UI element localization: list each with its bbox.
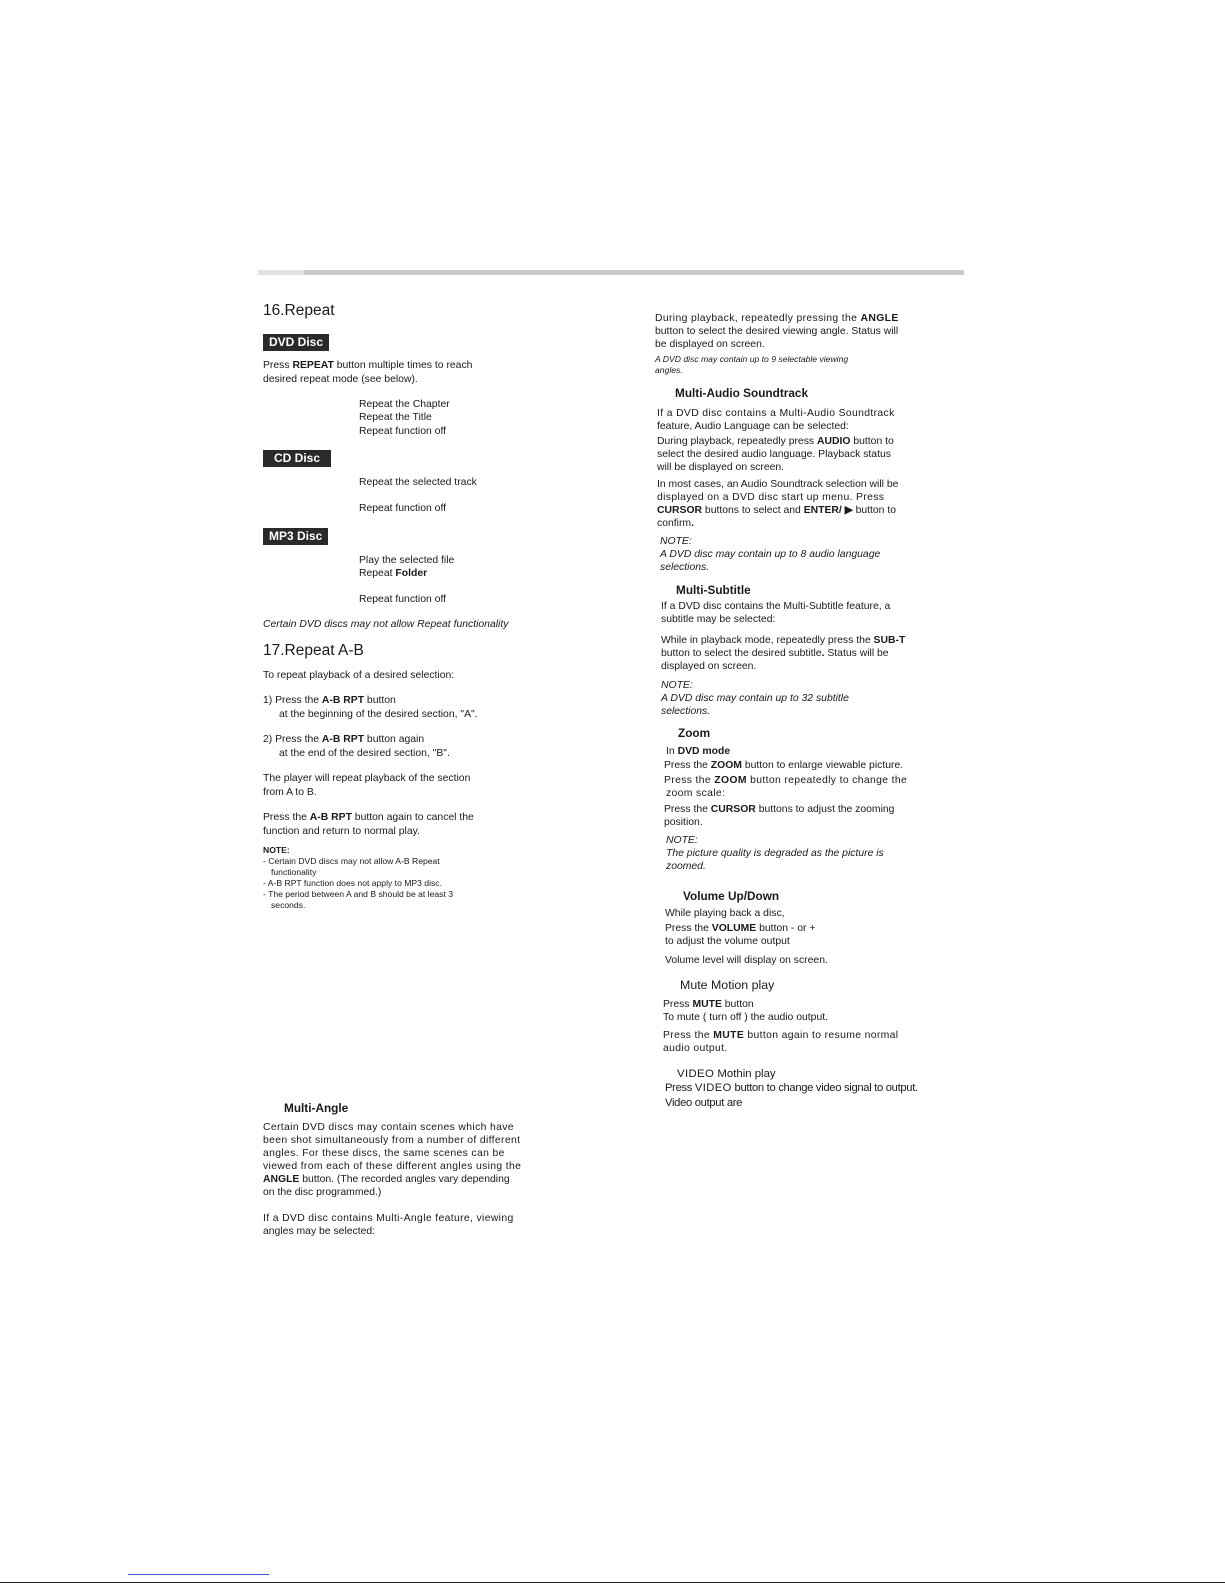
ab-cancel-line1: Press the A-B RPT button again to cancel the — [263, 812, 474, 823]
ab-note-1b: functionality — [271, 867, 317, 877]
multi-angle-p2-line1: If a DVD disc contains Multi-Angle feature, viewing — [263, 1213, 514, 1224]
cd-mode-off: Repeat function off — [359, 503, 447, 514]
subtitle-note-title: NOTE: — [661, 680, 693, 691]
dvd-mode-off: Repeat function off — [359, 426, 447, 437]
mp3-disc-badge: MP3 Disc — [263, 528, 328, 545]
subtitle-p1-line2: subtitle may be selected: — [661, 614, 776, 625]
dvd-disc-badge: DVD Disc — [263, 334, 329, 351]
multi-angle-p2-line2: angles may be selected: — [263, 1226, 376, 1237]
zoom-line4: Press the CURSOR buttons to adjust the zooming — [664, 804, 895, 815]
angle-cont-line3: be displayed on screen. — [655, 339, 765, 350]
ab-cancel-line2: function and return to normal play. — [263, 826, 420, 837]
cd-disc-badge: CD Disc — [263, 450, 331, 467]
ab-note-title: NOTE: — [263, 845, 290, 855]
subtitle-p2-line1: While in playback mode, repeatedly press the SUB-T — [661, 635, 906, 646]
audio-note-line1: A DVD disc may contain up to 8 audio language — [660, 549, 881, 560]
zoom-line2: Press the ZOOM button repeatedly to change the — [664, 775, 908, 786]
zoom-line1: Press the ZOOM button to enlarge viewable picture. — [664, 760, 904, 771]
subtitle-note-line1: A DVD disc may contain up to 32 subtitle — [661, 693, 849, 704]
ab-note-3: - The period between A and B should be at least 3 — [263, 889, 453, 899]
audio-p3-line1: In most cases, an Audio Soundtrack selection will be — [657, 479, 899, 490]
audio-p3-line3: CURSOR buttons to select and ENTER/ ▶ button to — [657, 505, 897, 516]
mute-line2: To mute ( turn off ) the audio output. — [663, 1012, 829, 1023]
multi-angle-p1-line6: on the disc programmed.) — [263, 1187, 382, 1198]
header-rule-accent — [258, 270, 304, 275]
subtitle-p2-line2: button to select the desired subtitle. Status will be — [661, 648, 889, 659]
angle-cont-line1: During playback, repeatedly pressing the ANGLE — [655, 313, 899, 324]
mute-line3: Press the MUTE button again to resume normal — [663, 1030, 899, 1041]
mp3-mode-off: Repeat function off — [359, 594, 447, 605]
ab-intro: To repeat playback of a desired selection: — [263, 670, 455, 681]
audio-p2-line3: will be displayed on screen. — [657, 462, 785, 473]
section-title-repeat: 16.Repeat — [263, 302, 335, 319]
volume-line2: Press the VOLUME button - or + — [665, 923, 816, 934]
section-title-volume: Volume Up/Down — [683, 889, 780, 903]
ab-result-line1: The player will repeat playback of the section — [263, 773, 471, 784]
audio-p2-line1: During playback, repeatedly press AUDIO button to — [657, 436, 894, 447]
zoom-note-line1: The picture quality is degraded as the picture is — [666, 848, 884, 859]
volume-line1: While playing back a disc, — [665, 908, 785, 919]
ab-note-3b: seconds. — [271, 900, 306, 910]
section-title-multi-subtitle: Multi-Subtitle — [676, 583, 751, 597]
angle-note-line2: angles. — [655, 365, 683, 375]
cd-mode-track: Repeat the selected track — [359, 477, 477, 488]
audio-p3-line4: confirm. — [657, 518, 694, 529]
multi-angle-p1-line2: been shot simultaneously from a number of different — [263, 1135, 521, 1146]
section-title-repeat-ab: 17.Repeat A-B — [263, 642, 364, 659]
section-title-multi-audio: Multi-Audio Soundtrack — [675, 386, 809, 400]
multi-angle-p1-line4: viewed from each of these different angles using the — [263, 1161, 522, 1172]
mp3-mode-folder: Repeat Folder — [359, 568, 428, 579]
footer-rule — [0, 1582, 1225, 1583]
angle-cont-line2: button to select the desired viewing angle. Status will — [655, 326, 899, 337]
multi-angle-p1-line3: angles. For these discs, the same scenes can be — [263, 1148, 505, 1159]
zoom-line3: zoom scale: — [666, 788, 726, 799]
audio-note-title: NOTE: — [660, 536, 692, 547]
angle-note-line1: A DVD disc may contain up to 9 selectable viewing — [655, 354, 849, 364]
dvd-mode-title: Repeat the Title — [359, 412, 432, 423]
ab-step2: 2) Press the A-B RPT button again — [263, 734, 425, 745]
ab-step1: 1) Press the A-B RPT button — [263, 695, 396, 706]
section-title-multi-angle: Multi-Angle — [284, 1101, 349, 1115]
repeat-intro-line1: Press REPEAT button multiple times to reach — [263, 360, 473, 371]
section-title-zoom: Zoom — [678, 726, 711, 740]
audio-p1-line2: feature, Audio Language can be selected: — [657, 421, 849, 432]
mp3-mode-file: Play the selected file — [359, 555, 455, 566]
zoom-note-line2: zoomed. — [666, 861, 706, 872]
ab-step2-detail: at the end of the desired section, "B". — [279, 748, 450, 759]
audio-p1-line1: If a DVD disc contains a Multi-Audio Soundtrack — [657, 408, 895, 419]
zoom-note-title: NOTE: — [666, 835, 698, 846]
audio-note-line2: selections. — [660, 562, 710, 573]
ab-note-1: - Certain DVD discs may not allow A-B Repeat — [263, 856, 440, 866]
subtitle-p2-line3: displayed on screen. — [661, 661, 757, 672]
section-title-video: VIDEO Mothin play — [677, 1068, 776, 1080]
video-line1: Press VIDEO button to change video signal to output. — [665, 1082, 918, 1094]
multi-angle-p1-line1: Certain DVD discs may contain scenes which have — [263, 1122, 514, 1133]
header-rule — [258, 270, 964, 275]
subtitle-note-line2: selections. — [661, 706, 711, 717]
repeat-note: Certain DVD discs may not allow Repeat functionality — [263, 619, 509, 630]
zoom-line5: position. — [664, 817, 703, 828]
subtitle-p1-line1: If a DVD disc contains the Multi-Subtitle feature, a — [661, 601, 891, 612]
footer-link-underline — [128, 1574, 269, 1575]
mute-line1: Press MUTE button — [663, 999, 754, 1010]
section-title-mute: Mute Motion play — [680, 978, 775, 992]
volume-line3: to adjust the volume output — [665, 936, 790, 947]
audio-p2-line2: select the desired audio language. Playback status — [657, 449, 891, 460]
video-line2: Video output are — [665, 1097, 743, 1109]
repeat-intro-line2: desired repeat mode (see below). — [263, 374, 418, 385]
audio-p3-line2: displayed on a DVD disc start up menu. Press — [657, 492, 885, 503]
multi-angle-p1-line5: ANGLE button. (The recorded angles vary depending — [263, 1174, 510, 1185]
zoom-mode: In DVD mode — [666, 746, 731, 757]
mute-line4: audio output. — [663, 1043, 728, 1054]
ab-step1-detail: at the beginning of the desired section, "A". — [279, 709, 478, 720]
ab-note-2: - A-B RPT function does not apply to MP3 disc. — [263, 878, 442, 888]
ab-result-line2: from A to B. — [263, 787, 317, 798]
dvd-mode-chapter: Repeat the Chapter — [359, 399, 450, 410]
volume-line4: Volume level will display on screen. — [665, 955, 828, 966]
